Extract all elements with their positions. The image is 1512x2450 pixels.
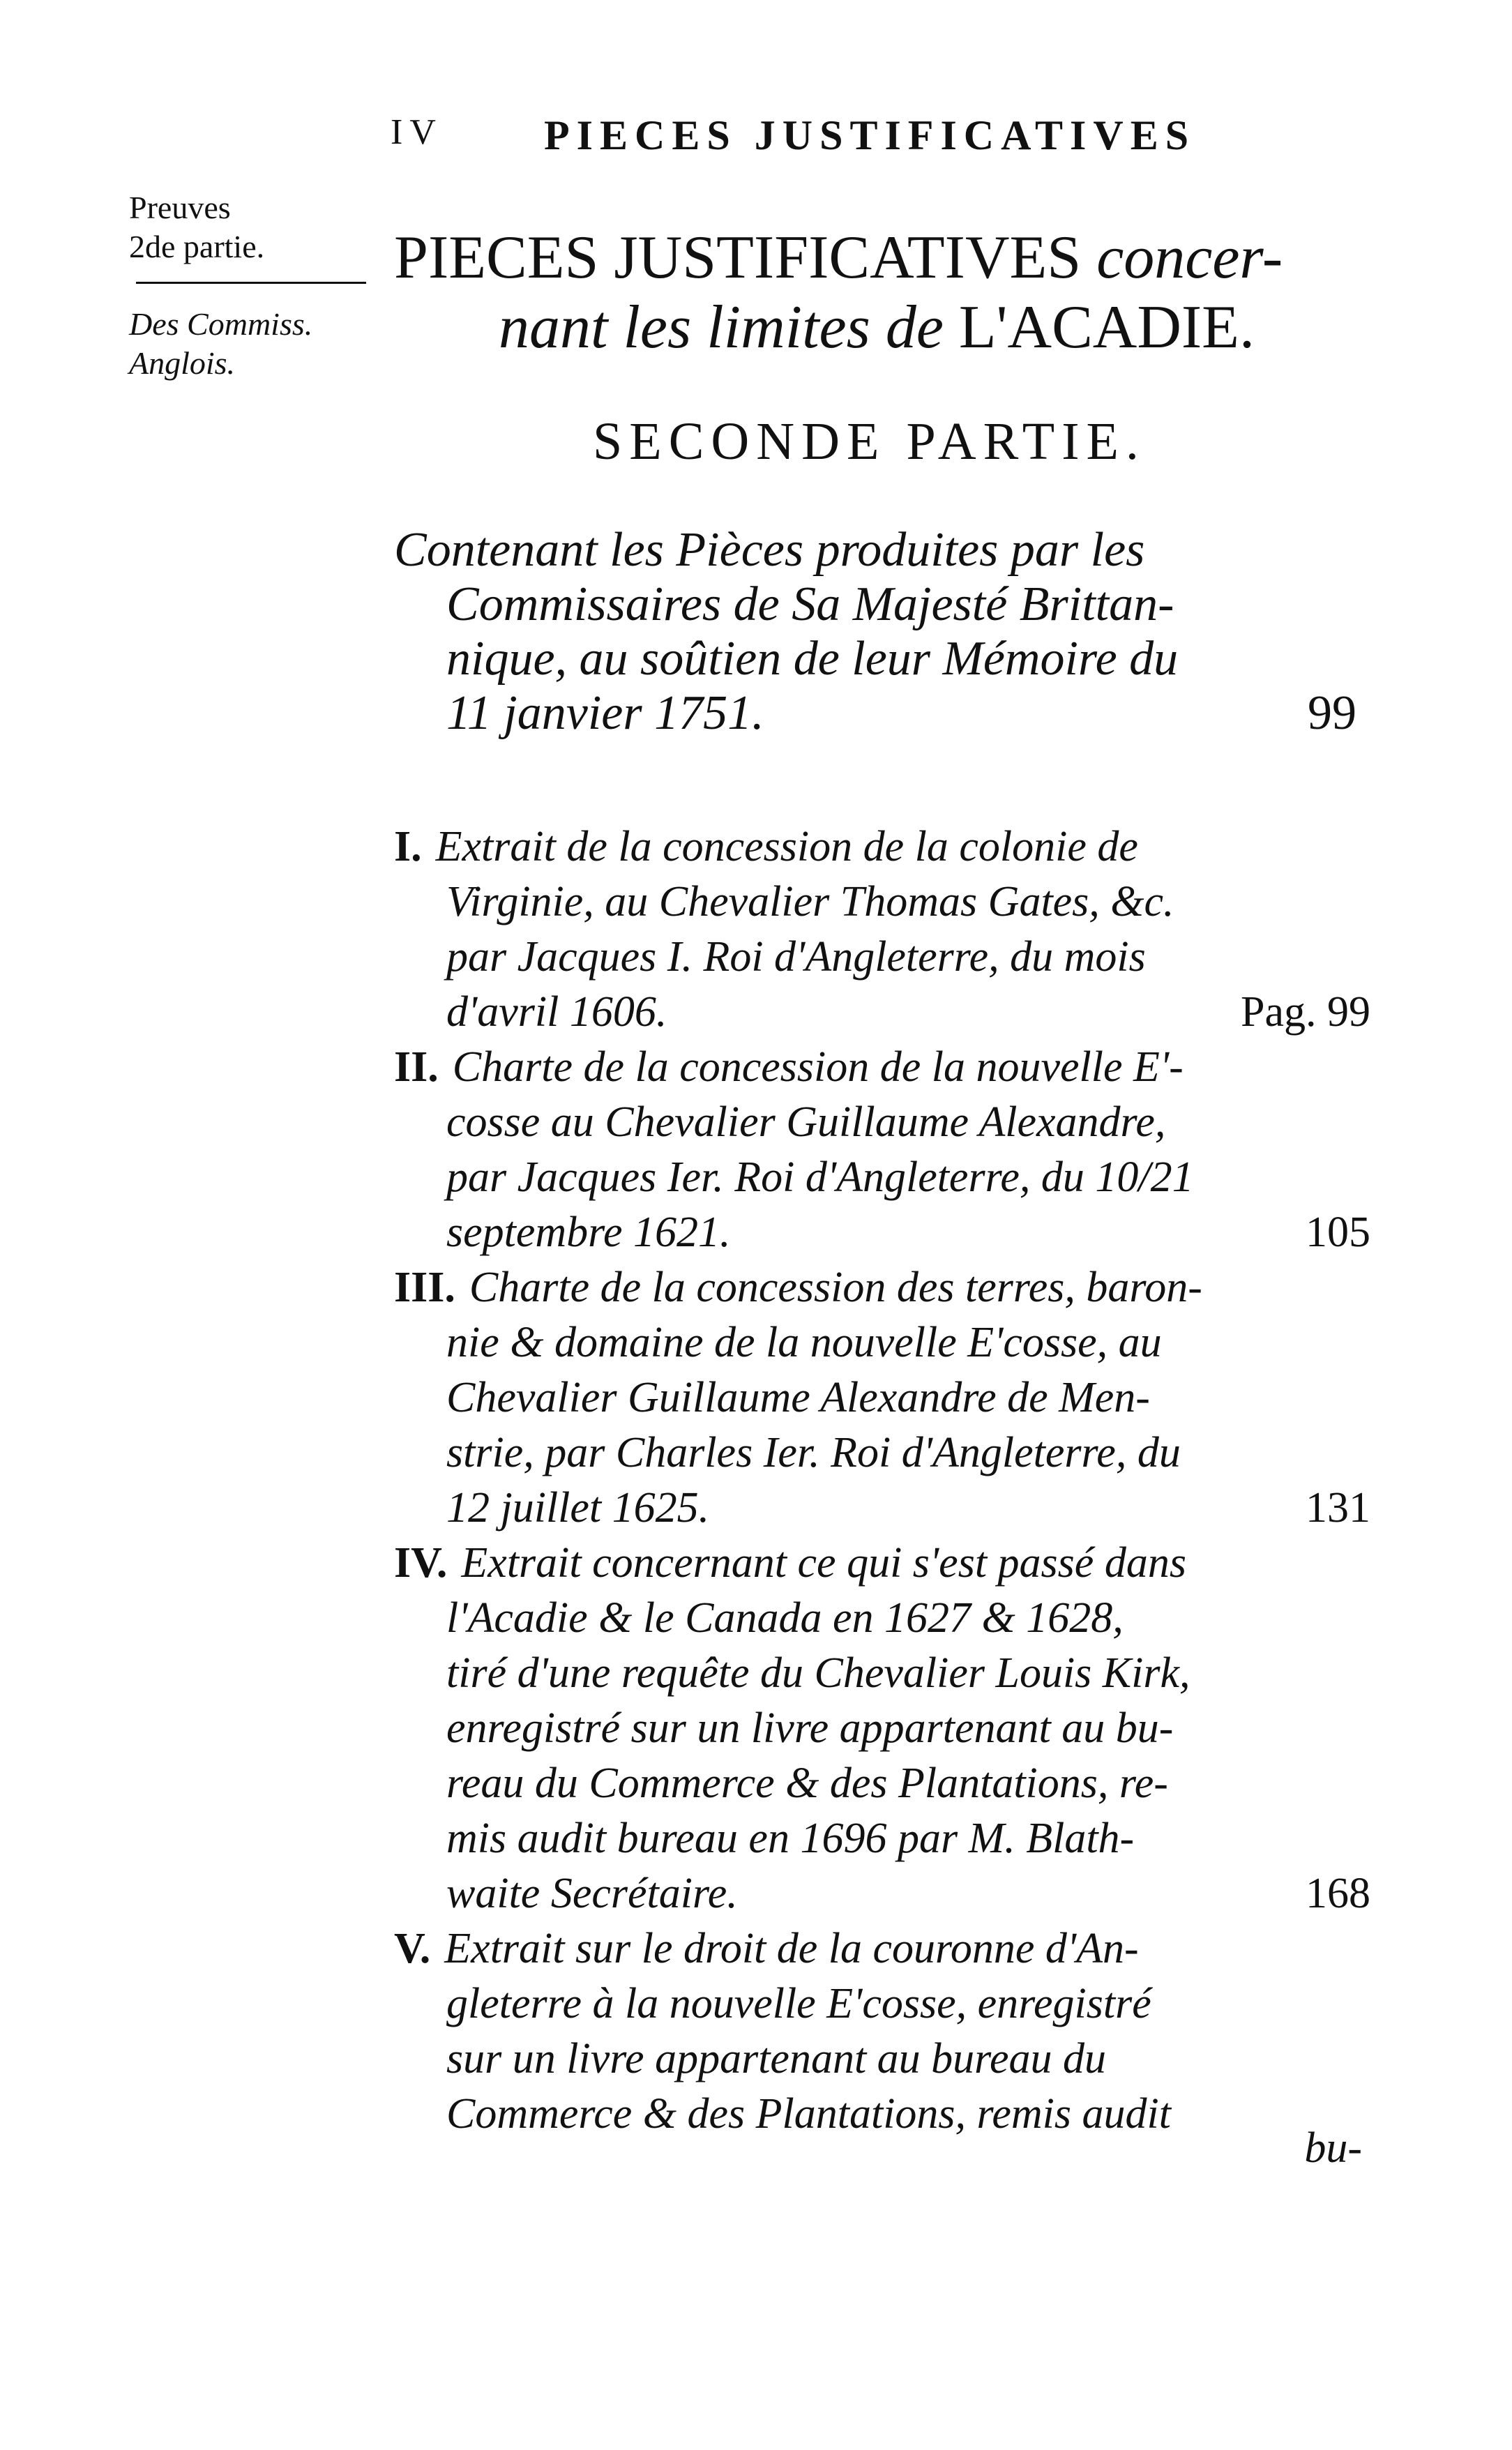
margin-note-line: Des Commiss. <box>129 306 313 342</box>
list-item <box>394 1921 1384 2142</box>
list-item <box>394 1040 1384 1260</box>
list-item <box>394 1536 1384 1921</box>
page-reference: 131 <box>1306 1484 1370 1532</box>
page-reference: Pag. 99 <box>1241 988 1370 1036</box>
part-heading: SECONDE PARTIE. <box>593 412 1146 471</box>
contents-summary <box>394 523 1370 741</box>
entry-line <box>394 1481 1384 1536</box>
entry-line <box>394 1866 1384 1921</box>
entry-line-text: Charte de la concession des terres, baron- <box>469 1264 1202 1311</box>
summary-line: nique, au soûtien de leur Mémoire du <box>446 632 1179 686</box>
entry-line: reau du Commerce & des Plantations, re- <box>446 1760 1168 1807</box>
entry-line: Virginie, au Chevalier Thomas Gates, &c. <box>446 878 1174 925</box>
entry-number: III. <box>394 1264 455 1311</box>
entry-line: tiré d'une requête du Chevalier Louis Kirk, <box>446 1649 1190 1697</box>
running-header <box>391 112 1367 167</box>
title-italic-text: nant les limites de <box>499 294 944 361</box>
entry-line-text: Charte de la concession de la nouvelle E'- <box>452 1043 1184 1091</box>
page-reference: 99 <box>1308 686 1356 740</box>
entry-line: Chevalier Guillaume Alexandre de Men- <box>446 1374 1150 1421</box>
page-folio: IV <box>391 112 443 152</box>
entry-line: sur un livre appartenant au bureau du <box>446 2035 1107 2082</box>
entry-line-text: Extrait concernant ce qui s'est passé dans <box>461 1539 1186 1587</box>
running-title: PIECES JUSTIFICATIVES <box>544 112 1196 158</box>
entry-line <box>394 1205 1384 1260</box>
margin-note-line: Anglois. <box>129 345 236 381</box>
summary-line-text: 11 janvier 1751. <box>446 686 764 740</box>
entry-line-text: Extrait sur le droit de la couronne d'An- <box>444 1925 1139 1972</box>
entry-line <box>394 1040 1384 1095</box>
entry-number: I. <box>394 823 422 870</box>
entry-line <box>394 985 1384 1040</box>
entry-line: nie & domaine de la nouvelle E'cosse, au <box>446 1319 1162 1366</box>
entry-line: mis audit bureau en 1696 par M. Blath- <box>446 1815 1135 1862</box>
title-line-2 <box>394 293 1398 363</box>
entry-line <box>394 1921 1384 1976</box>
entry-line: enregistré sur un livre appartenant au bu- <box>446 1704 1174 1752</box>
summary-line <box>394 686 1370 741</box>
summary-line: Commissaires de Sa Majesté Brittan- <box>446 577 1174 631</box>
entry-line: l'Acadie & le Canada en 1627 & 1628, <box>446 1594 1124 1642</box>
entry-line-text: 12 juillet 1625. <box>446 1484 710 1532</box>
entry-number: II. <box>394 1043 439 1091</box>
entry-line-text: waite Secrétaire. <box>446 1870 738 1917</box>
margin-note-line: Preuves <box>129 190 231 225</box>
entry-line: par Jacques I. Roi d'Angleterre, du mois <box>446 933 1146 981</box>
list-item <box>394 819 1384 1040</box>
list-item <box>394 1260 1384 1536</box>
title-line-1 <box>394 223 1398 293</box>
entry-number: V. <box>394 1925 431 1972</box>
entry-line-text: d'avril 1606. <box>446 988 667 1036</box>
title-roman-text: PIECES JUSTIFICATIVES <box>394 224 1082 292</box>
entry-number: IV. <box>394 1539 448 1587</box>
title-roman-text: L'ACADIE. <box>958 294 1255 361</box>
entry-line: Commerce & des Plantations, remis audit <box>446 2090 1171 2138</box>
entry-line: par Jacques Ier. Roi d'Angleterre, du 10/21 <box>446 1154 1194 1201</box>
margin-note <box>129 188 394 383</box>
entry-line <box>394 1536 1384 1591</box>
entry-line: gleterre à la nouvelle E'cosse, enregistré <box>446 1980 1151 2027</box>
margin-note-line: 2de partie. <box>129 229 265 264</box>
page-reference: 105 <box>1306 1209 1370 1256</box>
margin-rule <box>136 282 366 284</box>
entry-list <box>394 819 1384 2142</box>
entry-line: cosse au Chevalier Guillaume Alexandre, <box>446 1098 1166 1146</box>
entry-line-text: Extrait de la concession de la colonie de <box>435 823 1138 870</box>
summary-line: Contenant les Pièces produites par les <box>394 523 1145 577</box>
section-title <box>394 223 1398 363</box>
entry-line <box>394 819 1384 875</box>
title-italic-text: concer- <box>1096 224 1283 292</box>
entry-line <box>394 1260 1384 1315</box>
entry-line: strie, par Charles Ier. Roi d'Angleterre, du <box>446 1429 1181 1476</box>
page-reference: 168 <box>1306 1870 1370 1917</box>
entry-line-text: septembre 1621. <box>446 1209 731 1256</box>
catchword: bu- <box>1304 2124 1362 2172</box>
